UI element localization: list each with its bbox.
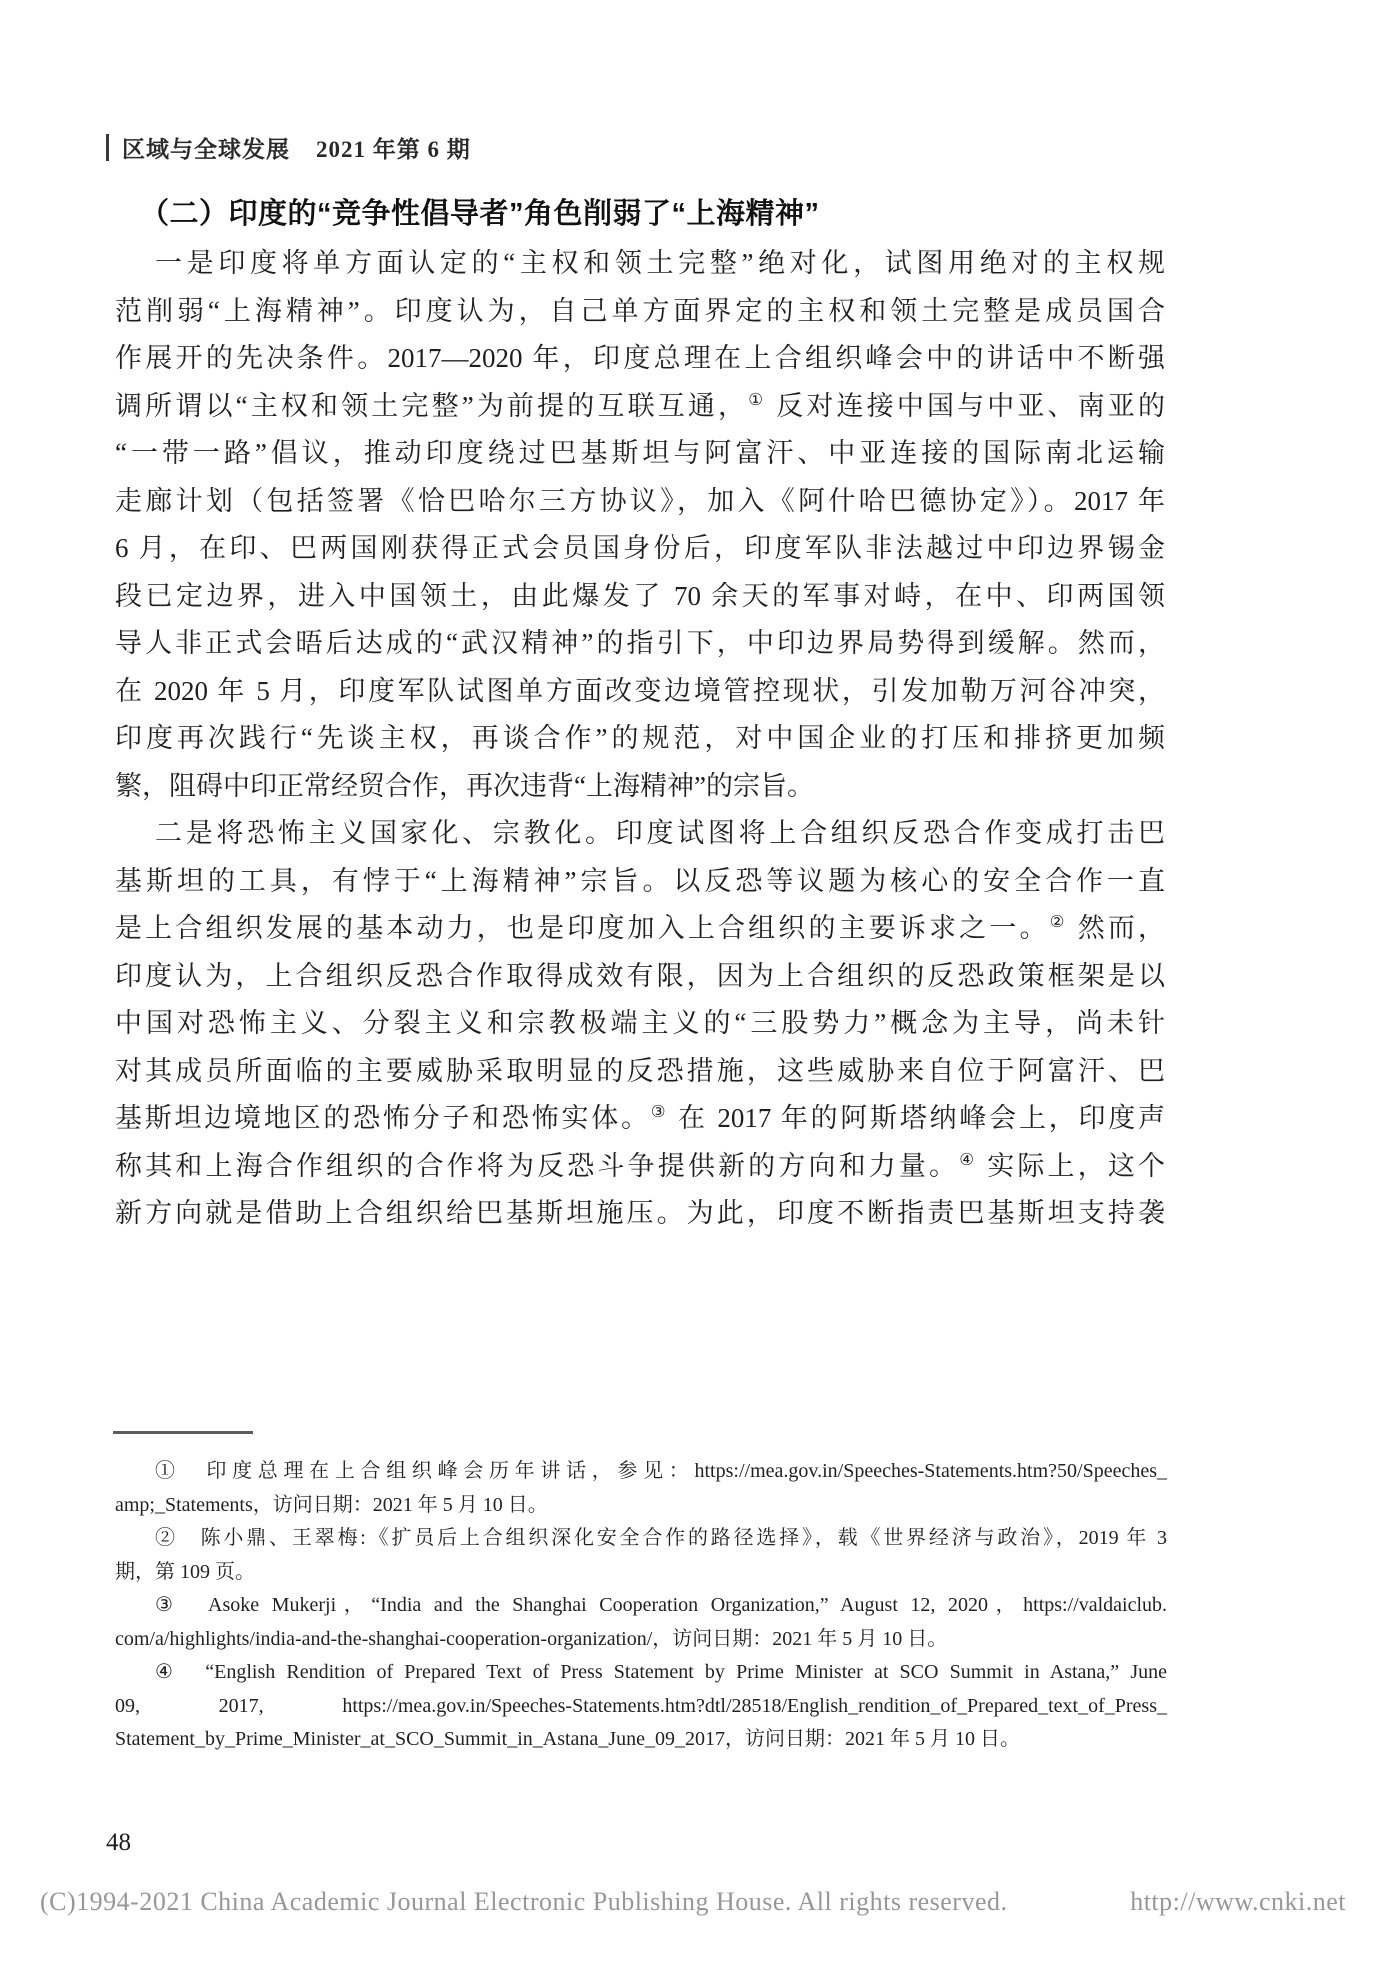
body-line: 印度认为，上合组织反恐合作取得成效有限，因为上合组织的反恐政策框架是以 <box>115 960 1165 991</box>
body-line: 作展开的先决条件。2017—2020 年，印度总理在上合组织峰会中的讲话中不断强 <box>115 343 1165 373</box>
footnote-line: 09, 2017, https://mea.gov.in/Speeches-Statements.htm?dtl/28518/English_rendition_of_Prepared_text_of_Press_ <box>115 1694 1167 1717</box>
footnote <box>115 1589 1167 1656</box>
paragraph <box>115 810 1165 1238</box>
body-line: 一是印度将单方面认定的“主权和领土完整”绝对化，试图用绝对的主权规 <box>155 248 1165 278</box>
footnote-line: Statement_by_Prime_Minister_at_SCO_Summit_in_Astana_June_09_2017，访问日期：2021 年 5 月 10 日。 <box>115 1728 1020 1750</box>
footnote-ref: ② <box>1049 912 1068 931</box>
body-line: 6 月，在印、巴两国刚获得正式会员国身份后，印度军队非法越过中印边界锡金 <box>115 533 1165 563</box>
footnote-ref: ① <box>748 389 767 409</box>
body-line: 调所谓以“主权和领土完整”为前提的互联互通，① 反对连接中国与中亚、南亚的 <box>115 389 1165 421</box>
body-line: “一带一路”倡议，推动印度绕过巴基斯坦与阿富汗、中亚连接的国际南北运输 <box>115 438 1165 468</box>
body-line: 走廊计划（包括签署《恰巴哈尔三方协议》，加入《阿什哈巴德协定》）。2017 年 <box>115 485 1165 516</box>
footnote-ref: ③ <box>650 1102 669 1121</box>
body-line: 基斯坦的工具，有悖于“上海精神”宗旨。以反恐等议题为核心的安全合作一直 <box>115 865 1165 896</box>
footnote <box>115 1522 1167 1589</box>
body-line: 称其和上海合作组织的合作将为反恐斗争提供新的方向和力量。④ 实际上，这个 <box>115 1149 1165 1181</box>
journal-title: 区域与全球发展 <box>122 137 290 162</box>
body-line: 是上合组织发展的基本动力，也是印度加入上合组织的主要诉求之一。② 然而， <box>115 912 1165 943</box>
section-heading: （二）印度的“竞争性倡导者”角色削弱了“上海精神” <box>140 198 820 230</box>
body-line: 繁，阻碍中印正常经贸合作，再次违背“上海精神”的宗旨。 <box>115 770 814 801</box>
footnote-line: com/a/highlights/india-and-the-shanghai-cooperation-organization/，访问日期：2021 年 5 月 10 日。 <box>115 1627 948 1650</box>
body-line: 在 2020 年 5 月，印度军队试图单方面改变边境管控现状，引发加勒万河谷冲突， <box>115 675 1165 706</box>
body-line: 段已定边界，进入中国领土，由此爆发了 70 余天的军事对峙，在中、印两国领 <box>115 580 1165 611</box>
footnote-line: ③ Asoke Mukerji，“India and the Shanghai Cooperation Organization,” August 12, 2020，https://valdaiclub. <box>155 1594 1167 1616</box>
body-line: 导人非正式会晤后达成的“武汉精神”的指引下，中印边界局势得到缓解。然而， <box>115 628 1165 658</box>
body-line: 基斯坦边境地区的恐怖分子和恐怖实体。③ 在 2017 年的阿斯塔纳峰会上，印度声 <box>115 1102 1166 1133</box>
footnotes <box>115 1455 1167 1757</box>
footnote-line: ① 印度总理在上合组织峰会历年讲话，参见：https://mea.gov.in/Speeches-Statements.htm?50/Speeches_ <box>155 1460 1167 1482</box>
footnote-line: amp;_Statements，访问日期：2021 年 5 月 10 日。 <box>115 1493 548 1516</box>
footnote <box>115 1656 1167 1757</box>
footnote <box>115 1455 1167 1522</box>
publisher-url: http://www.cnki.net <box>1130 1887 1346 1916</box>
footnote-separator <box>113 1431 253 1434</box>
body-line: 范削弱“上海精神”。印度认为，自己单方面界定的主权和领土完整是成员国合 <box>115 295 1165 326</box>
publisher-footer <box>40 1887 1346 1917</box>
running-head <box>106 131 471 164</box>
issue-label: 2021 年第 6 期 <box>316 137 471 162</box>
footnote-line: ④ “English Rendition of Prepared Text of Press Statement by Prime Minister at SCO Summit in Astana,” June <box>155 1661 1167 1683</box>
body-line: 印度再次践行“先谈主权，再谈合作”的规范，对中国企业的打压和排挤更加频 <box>115 723 1165 753</box>
paragraph <box>115 240 1165 810</box>
body-line: 新方向就是借助上合组织给巴基斯坦施压。为此，印度不断指责巴基斯坦支持袭 <box>115 1198 1165 1228</box>
body-text <box>115 240 1165 1238</box>
body-line: 二是将恐怖主义国家化、宗教化。印度试图将上合组织反恐合作变成打击巴 <box>155 818 1165 848</box>
footnote-line: ② 陈小鼎、王翠梅:《扩员后上合组织深化安全合作的路径选择》，载《世界经济与政治》，2019 年 3 <box>155 1527 1167 1549</box>
body-line: 中国对恐怖主义、分裂主义和宗教极端主义的“三股势力”概念为主导，尚未针 <box>115 1008 1165 1038</box>
running-head-bar <box>106 134 109 161</box>
copyright-notice: (C)1994-2021 China Academic Journal Electronic Publishing House. All rights reserved. <box>40 1887 1008 1916</box>
footnote-line: 期，第 109 页。 <box>115 1560 255 1583</box>
footnote-ref: ④ <box>959 1149 978 1169</box>
page-number: 48 <box>106 1829 131 1856</box>
body-line: 对其成员所面临的主要威胁采取明显的反恐措施，这些威胁来自位于阿富汗、巴 <box>115 1055 1165 1086</box>
